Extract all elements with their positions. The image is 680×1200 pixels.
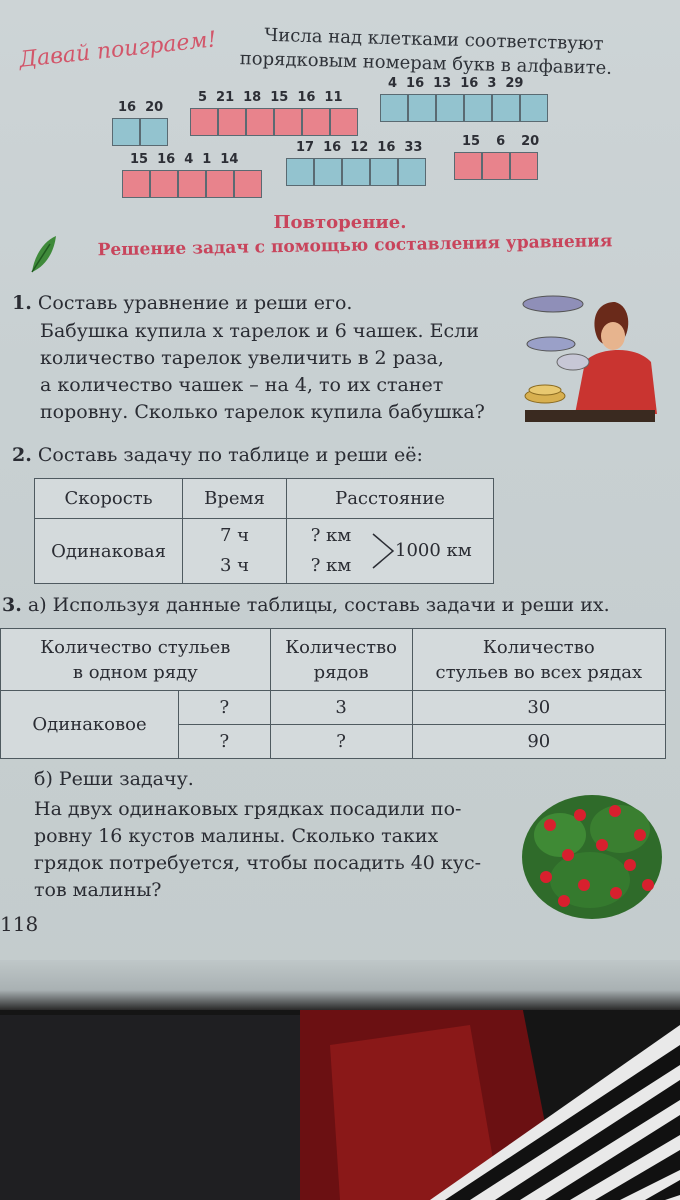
puzzle-number: 29 xyxy=(505,76,524,91)
letter-cell[interactable] xyxy=(370,158,398,186)
letter-cell[interactable] xyxy=(286,158,314,186)
puzzle-numbers xyxy=(198,90,343,105)
puzzle-number: 15 xyxy=(130,152,149,167)
letter-cell[interactable] xyxy=(330,108,358,136)
grandma-illustration xyxy=(515,292,660,422)
task-number: 3. xyxy=(2,594,22,616)
letter-cell[interactable] xyxy=(112,118,140,146)
section-title: Повторение. xyxy=(273,212,407,233)
puzzle-number: 5 xyxy=(198,90,208,105)
header-rows xyxy=(270,629,412,691)
task-1-line: а количество чашек – на 4, то их станет xyxy=(40,374,444,396)
letter-cell[interactable] xyxy=(482,152,510,180)
header-line: в одном ряду xyxy=(72,661,198,683)
puzzle-number: 16 xyxy=(157,152,176,167)
puzzle-number: 1 xyxy=(202,152,212,167)
task-3b-line: На двух одинаковых грядках посадили по- xyxy=(34,798,462,820)
cell-value: ? xyxy=(270,725,412,759)
puzzle-number: 21 xyxy=(216,90,235,105)
puzzle-numbers xyxy=(296,140,422,155)
header-chairs-per-row xyxy=(1,629,271,691)
letter-cell[interactable] xyxy=(520,94,548,122)
cell-value: ? xyxy=(179,725,271,759)
distance-total: 1000 км xyxy=(395,540,472,561)
task-3 xyxy=(2,592,610,619)
puzzle-number: 15 xyxy=(462,134,481,149)
task-1-line: поровну. Сколько тарелок купила бабушка? xyxy=(40,401,485,423)
puzzle-number: 13 xyxy=(433,76,452,91)
header-distance: Расстояние xyxy=(287,479,494,519)
game-hint xyxy=(239,23,613,81)
letter-cell[interactable] xyxy=(178,170,206,198)
letter-cell[interactable] xyxy=(408,94,436,122)
puzzle-numbers xyxy=(462,134,539,149)
distance-1: ? км xyxy=(310,525,352,546)
header-speed: Скорость xyxy=(35,479,183,519)
puzzle-number: 14 xyxy=(220,152,239,167)
cell-value: ? xyxy=(179,691,271,725)
puzzle-word xyxy=(112,118,168,146)
time-1: 7 ч xyxy=(219,525,250,546)
raspberry-bush-illustration xyxy=(520,785,665,920)
task-2 xyxy=(12,442,423,469)
puzzle-number: 20 xyxy=(145,100,164,115)
header-line: Количество xyxy=(482,636,595,658)
task-3b-line: грядок потребуется, чтобы посадить 40 кус- xyxy=(34,852,482,874)
letter-cell[interactable] xyxy=(122,170,150,198)
task-2-instruction: Составь задачу по таблице и реши её: xyxy=(37,444,423,466)
game-hint-line2: порядковым номерам букв в алфавите. xyxy=(239,48,613,79)
letter-cell[interactable] xyxy=(398,158,426,186)
task-number: 2. xyxy=(12,444,32,466)
speed-value: Одинаковая xyxy=(35,519,183,584)
header-line: рядов xyxy=(313,661,369,683)
task-1-line: количество тарелок увеличить в 2 раза, xyxy=(40,347,444,369)
task-3b-text xyxy=(34,796,481,904)
puzzle-number: 18 xyxy=(243,90,262,105)
task-1-text xyxy=(40,318,485,426)
header-total-chairs xyxy=(412,629,665,691)
puzzle-number: 11 xyxy=(324,90,343,105)
letter-cell[interactable] xyxy=(140,118,168,146)
task-1 xyxy=(12,290,352,317)
puzzle-number: 3 xyxy=(487,76,497,91)
cell-value: 90 xyxy=(412,725,665,759)
puzzle-numbers xyxy=(388,76,523,91)
cell-value: 30 xyxy=(412,691,665,725)
letter-cell[interactable] xyxy=(234,170,262,198)
distance-2: ? км xyxy=(310,555,352,576)
letter-cell[interactable] xyxy=(218,108,246,136)
puzzle-number: 15 xyxy=(270,90,289,105)
letter-cell[interactable] xyxy=(454,152,482,180)
task-number: 1. xyxy=(12,292,32,314)
puzzle-numbers xyxy=(118,100,163,115)
letter-cell[interactable] xyxy=(206,170,234,198)
row-label: Одинаковое xyxy=(1,691,179,759)
puzzle-word xyxy=(380,94,548,122)
time-2: 3 ч xyxy=(219,555,250,576)
game-hint-line1: Числа над клетками соответствуют xyxy=(264,24,604,55)
time-values xyxy=(183,519,287,584)
puzzle-word xyxy=(190,108,358,136)
puzzle-number: 4 xyxy=(184,152,194,167)
task-3b-line: ровну 16 кустов малины. Сколько таких xyxy=(34,825,439,847)
letter-cell[interactable] xyxy=(190,108,218,136)
puzzle-number: 20 xyxy=(521,134,540,149)
puzzle-number: 16 xyxy=(377,140,396,155)
letter-cell[interactable] xyxy=(464,94,492,122)
letter-cell[interactable] xyxy=(436,94,464,122)
task-1-instruction: Составь уравнение и реши его. xyxy=(37,292,353,314)
puzzle-number: 16 xyxy=(297,90,316,105)
background-fabric xyxy=(0,985,680,1200)
puzzle-number: 16 xyxy=(118,100,137,115)
brace-icon xyxy=(371,526,395,576)
letter-cell[interactable] xyxy=(302,108,330,136)
section-subtitle: Решение задач с помощью составления уравнения xyxy=(97,231,613,261)
task-3-table xyxy=(0,628,666,759)
letter-cell[interactable] xyxy=(150,170,178,198)
letter-cell[interactable] xyxy=(314,158,342,186)
letter-cell[interactable] xyxy=(342,158,370,186)
page-edge-shadow xyxy=(0,960,680,1010)
puzzle-number: 16 xyxy=(323,140,342,155)
puzzle-word xyxy=(122,170,262,198)
task-3b-line: тов малины? xyxy=(34,879,162,901)
game-title: Давай поиграем! xyxy=(18,27,218,73)
puzzle-number: 16 xyxy=(460,76,479,91)
task-3-part-b: б) Реши задачу. xyxy=(34,768,194,790)
header-line: стульев во всех рядах xyxy=(435,661,643,683)
puzzle-word xyxy=(454,152,538,180)
task-1-line: Бабушка купила x тарелок и 6 чашек. Если xyxy=(40,320,479,342)
task-3-part-a: а) Используя данные таблицы, составь задачи и реши их. xyxy=(27,594,610,616)
letter-cell[interactable] xyxy=(380,94,408,122)
page-number: 118 xyxy=(0,912,39,936)
letter-cell[interactable] xyxy=(510,152,538,180)
distance-values xyxy=(287,519,494,584)
puzzle-number: 12 xyxy=(350,140,369,155)
letter-cell[interactable] xyxy=(492,94,520,122)
letter-cell[interactable] xyxy=(246,108,274,136)
puzzle-number: 33 xyxy=(404,140,423,155)
header-line: Количество xyxy=(285,636,397,658)
puzzle-number: 4 xyxy=(388,76,398,91)
cell-value: 3 xyxy=(270,691,412,725)
puzzle-number: 6 xyxy=(496,134,506,149)
task-2-table xyxy=(34,478,494,584)
puzzle-numbers xyxy=(130,152,238,167)
header-line: Количество стульев xyxy=(40,636,231,658)
header-time: Время xyxy=(183,479,287,519)
puzzle-word xyxy=(286,158,426,186)
puzzle-number: 16 xyxy=(406,76,425,91)
letter-cell[interactable] xyxy=(274,108,302,136)
puzzle-number: 17 xyxy=(296,140,315,155)
